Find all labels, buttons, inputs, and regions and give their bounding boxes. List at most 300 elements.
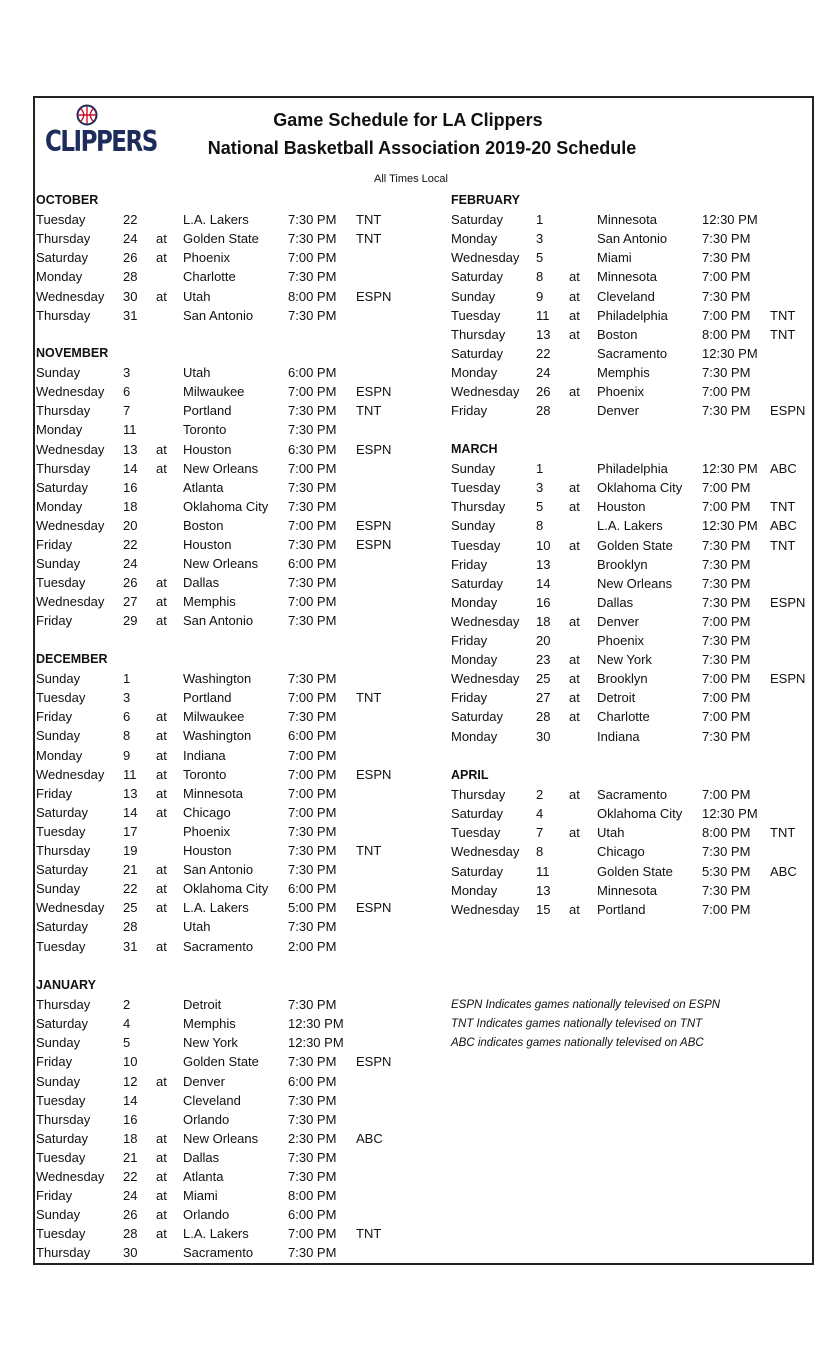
game-opp: New Orleans	[183, 460, 259, 476]
game-date: 13	[123, 441, 138, 457]
game-time: 12:30 PM	[702, 806, 758, 822]
game-date: 13	[536, 326, 551, 342]
game-at: at	[156, 747, 167, 763]
game-tv: ESPN	[356, 1054, 392, 1070]
game-time: 7:30 PM	[288, 1092, 337, 1108]
game-at: at	[569, 709, 580, 725]
game-day: Thursday	[36, 307, 91, 323]
game-at: at	[569, 307, 580, 323]
game-time: 7:30 PM	[702, 633, 751, 648]
game-opp: San Antonio	[183, 613, 254, 629]
game-date: 22	[536, 345, 551, 361]
game-date: 31	[123, 307, 138, 323]
game-opp: Charlotte	[597, 709, 650, 725]
game-date: 1	[536, 461, 544, 477]
game-at: at	[156, 1207, 167, 1223]
game-at: at	[156, 900, 167, 916]
game-opp: Orlando	[183, 1207, 230, 1223]
game-time: 7:30 PM	[702, 250, 751, 266]
game-day: Wednesday	[36, 900, 105, 916]
game-tv: TNT	[356, 403, 382, 419]
month-header-november: NOVEMBER	[36, 346, 109, 360]
game-opp: L.A. Lakers	[183, 900, 249, 916]
game-at: at	[156, 1169, 167, 1184]
game-opp: Brooklyn	[597, 556, 648, 572]
game-date: 26	[123, 575, 138, 591]
game-time: 7:30 PM	[288, 307, 337, 323]
game-opp: Chicago	[183, 804, 231, 820]
game-date: 11	[536, 863, 550, 879]
game-time: 7:30 PM	[288, 1169, 337, 1184]
page-title: Game Schedule for LA Clippers	[273, 110, 543, 130]
game-time: 12:30 PM	[288, 1035, 344, 1051]
game-at: at	[156, 804, 167, 820]
game-opp: Dallas	[183, 575, 220, 591]
game-time: 7:00 PM	[702, 499, 751, 515]
month-header-january: JANUARY	[36, 978, 96, 992]
game-time: 7:00 PM	[288, 250, 337, 266]
game-time: 7:00 PM	[288, 747, 337, 763]
game-date: 12	[123, 1073, 138, 1089]
game-date: 30	[123, 1245, 138, 1261]
game-day: Monday	[451, 594, 498, 610]
game-opp: Houston	[183, 537, 232, 552]
game-day: Saturday	[36, 919, 89, 935]
game-at: at	[156, 1188, 167, 1204]
game-day: Saturday	[451, 709, 504, 725]
game-date: 28	[123, 919, 138, 935]
game-day: Sunday	[451, 288, 496, 304]
game-time: 7:30 PM	[288, 843, 337, 858]
game-date: 5	[123, 1035, 131, 1051]
game-date: 28	[123, 269, 138, 285]
game-at: at	[569, 825, 580, 841]
game-time: 7:30 PM	[288, 422, 337, 438]
game-date: 3	[536, 480, 544, 496]
game-date: 6	[123, 384, 131, 400]
game-date: 2	[123, 997, 131, 1013]
game-day: Sunday	[36, 365, 81, 381]
game-time: 7:00 PM	[288, 460, 337, 476]
game-opp: Minnesota	[597, 269, 657, 285]
game-date: 25	[123, 900, 138, 916]
game-time: 6:00 PM	[288, 556, 337, 572]
game-date: 4	[123, 1016, 131, 1032]
game-tv: ESPN	[356, 288, 392, 304]
game-date: 26	[123, 1207, 138, 1223]
game-date: 10	[536, 537, 551, 553]
game-date: 8	[536, 269, 544, 285]
game-time: 7:30 PM	[702, 882, 751, 898]
game-opp: L.A. Lakers	[597, 518, 663, 534]
game-day: Tuesday	[36, 212, 86, 228]
game-day: Friday	[451, 403, 488, 419]
game-date: 11	[536, 307, 550, 323]
game-tv: ESPN	[356, 517, 392, 533]
game-tv: TNT	[770, 307, 796, 323]
game-time: 6:30 PM	[288, 441, 337, 457]
game-date: 8	[536, 518, 544, 534]
game-time: 7:00 PM	[288, 766, 337, 782]
game-day: Friday	[451, 633, 488, 648]
game-time: 12:30 PM	[702, 461, 758, 477]
game-at: at	[156, 709, 167, 725]
game-opp: Philadelphia	[597, 307, 668, 323]
game-date: 30	[123, 288, 138, 304]
game-date: 30	[536, 728, 551, 744]
game-day: Wednesday	[36, 594, 105, 610]
game-tv: ESPN	[356, 384, 392, 400]
game-day: Saturday	[451, 269, 504, 285]
game-opp: Detroit	[183, 997, 222, 1013]
game-day: Tuesday	[36, 1092, 86, 1108]
game-time: 7:00 PM	[702, 269, 751, 285]
game-time: 5:00 PM	[288, 900, 337, 916]
game-day: Wednesday	[36, 384, 105, 400]
clippers-logo	[45, 104, 157, 162]
game-opp: New York	[597, 652, 652, 668]
game-date: 1	[536, 212, 544, 228]
game-date: 19	[123, 843, 138, 858]
game-day: Thursday	[36, 997, 91, 1013]
game-day: Wednesday	[36, 517, 105, 533]
game-day: Friday	[36, 1188, 73, 1204]
game-opp: Indiana	[597, 728, 640, 744]
game-tv: ESPN	[770, 671, 806, 687]
month-header-february: FEBRUARY	[451, 193, 520, 207]
game-at: at	[156, 594, 167, 610]
game-at: at	[156, 1130, 167, 1146]
game-time: 2:30 PM	[288, 1130, 337, 1146]
game-opp: San Antonio	[183, 307, 254, 323]
game-time: 7:00 PM	[702, 787, 751, 803]
game-time: 6:00 PM	[288, 881, 337, 897]
game-day: Tuesday	[36, 1226, 86, 1242]
game-time: 7:30 PM	[288, 709, 337, 725]
game-day: Wednesday	[36, 441, 105, 457]
game-day: Friday	[36, 709, 73, 725]
game-at: at	[156, 231, 167, 247]
game-day: Monday	[36, 498, 83, 514]
game-date: 14	[123, 460, 138, 476]
game-opp: Miami	[597, 250, 632, 266]
game-day: Sunday	[36, 728, 81, 744]
game-day: Tuesday	[36, 1149, 86, 1165]
game-day: Thursday	[36, 231, 91, 247]
game-opp: Orlando	[183, 1111, 230, 1127]
game-day: Tuesday	[451, 480, 501, 496]
game-opp: Houston	[183, 441, 232, 457]
game-time: 8:00 PM	[288, 1188, 337, 1204]
game-day: Sunday	[36, 556, 81, 572]
month-header-march: MARCH	[451, 442, 498, 456]
game-opp: Oklahoma City	[597, 480, 683, 496]
game-opp: Toronto	[183, 422, 227, 438]
game-time: 12:30 PM	[702, 518, 758, 534]
game-opp: Phoenix	[183, 250, 230, 266]
game-day: Thursday	[36, 1245, 91, 1261]
game-date: 9	[123, 747, 131, 763]
game-time: 6:00 PM	[288, 728, 337, 744]
game-date: 16	[123, 479, 138, 495]
game-opp: New York	[183, 1035, 238, 1051]
game-at: at	[569, 499, 580, 515]
game-time: 5:30 PM	[702, 863, 751, 879]
game-time: 7:00 PM	[702, 709, 751, 725]
game-time: 7:00 PM	[702, 384, 751, 399]
game-date: 27	[536, 690, 551, 706]
game-at: at	[156, 460, 167, 476]
game-day: Monday	[451, 728, 498, 744]
game-date: 28	[536, 709, 551, 725]
game-date: 21	[123, 1149, 138, 1165]
game-opp: Washington	[183, 728, 252, 744]
game-time: 7:30 PM	[288, 269, 337, 285]
game-opp: Washington	[183, 671, 252, 687]
game-opp: Memphis	[597, 364, 650, 380]
game-time: 7:30 PM	[288, 403, 337, 419]
game-day: Wednesday	[36, 766, 105, 782]
game-date: 24	[123, 556, 138, 572]
game-opp: Minnesota	[597, 882, 657, 898]
game-tv: ABC	[770, 518, 797, 534]
game-day: Saturday	[451, 863, 504, 879]
game-day: Saturday	[36, 862, 89, 878]
game-time: 7:00 PM	[288, 1226, 337, 1242]
game-opp: Phoenix	[597, 633, 644, 648]
game-day: Tuesday	[36, 690, 86, 706]
game-date: 4	[536, 806, 544, 822]
game-opp: Atlanta	[183, 1169, 224, 1184]
game-day: Sunday	[36, 1207, 81, 1223]
game-day: Friday	[36, 613, 73, 629]
game-date: 13	[536, 556, 551, 572]
game-opp: Cleveland	[183, 1092, 241, 1108]
game-day: Friday	[36, 785, 73, 801]
game-opp: Sacramento	[183, 1245, 254, 1261]
month-header-october: OCTOBER	[36, 193, 99, 207]
game-time: 7:30 PM	[288, 997, 337, 1013]
game-day: Wednesday	[451, 671, 520, 687]
game-date: 5	[536, 250, 544, 266]
game-date: 21	[123, 862, 138, 878]
game-opp: Boston	[183, 517, 224, 533]
game-opp: Sacramento	[183, 938, 254, 954]
game-tv: ESPN	[356, 766, 392, 782]
game-day: Sunday	[451, 461, 496, 477]
month-header-april: APRIL	[451, 768, 489, 782]
game-day: Tuesday	[451, 307, 501, 323]
game-date: 2	[536, 787, 544, 803]
game-at: at	[156, 1149, 167, 1165]
game-date: 26	[123, 250, 138, 266]
game-date: 25	[536, 671, 551, 687]
game-tv: TNT	[356, 690, 382, 706]
game-opp: Boston	[597, 326, 638, 342]
game-opp: Phoenix	[183, 823, 230, 839]
game-day: Monday	[451, 652, 498, 668]
game-opp: Dallas	[183, 1149, 220, 1165]
game-opp: Denver	[597, 403, 639, 419]
game-opp: Denver	[597, 613, 639, 629]
game-at: at	[569, 787, 580, 803]
game-day: Sunday	[36, 1073, 81, 1089]
game-time: 7:30 PM	[702, 231, 751, 247]
game-time: 7:00 PM	[702, 690, 751, 706]
game-day: Saturday	[36, 1130, 89, 1146]
game-at: at	[156, 881, 167, 897]
game-time: 7:30 PM	[288, 231, 337, 247]
game-date: 29	[123, 613, 138, 629]
game-time: 7:30 PM	[702, 594, 751, 610]
game-date: 14	[123, 1092, 138, 1108]
game-date: 18	[123, 498, 138, 514]
game-date: 3	[123, 365, 131, 381]
schedule-frame	[33, 96, 814, 1265]
game-day: Friday	[451, 556, 488, 572]
game-opp: Oklahoma City	[183, 498, 269, 514]
game-day: Saturday	[451, 212, 504, 228]
game-time: 7:30 PM	[288, 212, 337, 228]
game-date: 18	[123, 1130, 138, 1146]
game-time: 6:00 PM	[288, 1207, 337, 1223]
game-date: 8	[123, 728, 131, 744]
game-time: 7:00 PM	[288, 804, 337, 820]
game-opp: Indiana	[183, 747, 226, 763]
game-time: 7:00 PM	[288, 384, 337, 400]
basketball-icon	[76, 104, 98, 126]
game-at: at	[156, 250, 167, 266]
game-opp: Minnesota	[597, 212, 657, 228]
game-tv: ABC	[770, 863, 797, 879]
game-date: 6	[123, 709, 131, 725]
game-opp: Memphis	[183, 594, 236, 610]
game-day: Wednesday	[451, 901, 520, 917]
game-opp: Detroit	[597, 690, 636, 706]
game-time: 7:30 PM	[702, 652, 751, 668]
game-time: 8:00 PM	[702, 326, 751, 342]
game-at: at	[156, 1073, 167, 1089]
game-tv: ESPN	[356, 537, 392, 552]
game-date: 15	[536, 901, 551, 917]
game-opp: New Orleans	[597, 575, 673, 591]
game-day: Tuesday	[451, 825, 501, 841]
game-date: 3	[123, 690, 131, 706]
game-date: 8	[536, 844, 544, 860]
game-opp: Utah	[597, 825, 625, 841]
game-opp: Oklahoma City	[183, 881, 269, 897]
game-opp: Sacramento	[597, 345, 668, 361]
game-time: 12:30 PM	[702, 212, 758, 228]
game-day: Saturday	[451, 806, 504, 822]
game-day: Sunday	[36, 671, 81, 687]
game-time: 12:30 PM	[288, 1016, 344, 1032]
game-date: 22	[123, 212, 138, 228]
game-date: 11	[123, 422, 137, 438]
game-date: 22	[123, 1169, 138, 1184]
game-opp: San Antonio	[183, 862, 254, 878]
game-time: 7:30 PM	[288, 1054, 337, 1070]
logo-wordmark: CLIPPERS	[45, 126, 157, 159]
game-day: Sunday	[451, 518, 496, 534]
game-date: 22	[123, 537, 138, 552]
game-date: 22	[123, 881, 138, 897]
game-day: Monday	[36, 422, 83, 438]
game-day: Monday	[451, 231, 498, 247]
game-time: 7:30 PM	[288, 1149, 337, 1165]
game-time: 7:00 PM	[702, 671, 751, 687]
game-date: 24	[536, 364, 551, 380]
game-opp: Minnesota	[183, 785, 243, 801]
game-opp: Denver	[183, 1073, 225, 1089]
game-opp: L.A. Lakers	[183, 212, 249, 228]
game-time: 7:00 PM	[288, 690, 337, 706]
game-time: 7:30 PM	[702, 288, 751, 304]
game-day: Tuesday	[36, 575, 86, 591]
game-date: 28	[536, 403, 551, 419]
legend-espn: ESPN Indicates games nationally televised on ESPN	[451, 999, 721, 1011]
legend-abc: ABC indicates games nationally televised on ABC	[451, 1037, 704, 1049]
game-opp: Philadelphia	[597, 461, 668, 477]
game-tv: ESPN	[770, 403, 806, 419]
game-date: 28	[123, 1226, 138, 1242]
game-date: 16	[536, 594, 551, 610]
game-time: 7:30 PM	[288, 613, 337, 629]
game-day: Thursday	[451, 326, 506, 342]
game-day: Saturday	[36, 1016, 89, 1032]
game-day: Saturday	[451, 345, 504, 361]
game-at: at	[569, 613, 580, 629]
game-time: 7:00 PM	[702, 901, 751, 917]
game-opp: Dallas	[597, 594, 634, 610]
game-date: 27	[123, 594, 138, 610]
game-time: 7:30 PM	[288, 919, 337, 935]
game-opp: Memphis	[183, 1016, 236, 1032]
game-at: at	[156, 441, 167, 457]
game-time: 8:00 PM	[702, 825, 751, 841]
game-tv: TNT	[770, 499, 796, 515]
game-time: 7:30 PM	[288, 479, 337, 495]
game-time: 7:30 PM	[288, 537, 337, 552]
game-date: 18	[536, 613, 551, 629]
game-time: 7:00 PM	[702, 480, 751, 496]
game-opp: Portland	[597, 901, 646, 917]
game-day: Thursday	[36, 403, 91, 419]
game-time: 7:30 PM	[702, 844, 751, 860]
game-day: Friday	[451, 690, 488, 706]
game-day: Wednesday	[451, 613, 520, 629]
game-opp: Cleveland	[597, 288, 655, 304]
game-date: 16	[123, 1111, 138, 1127]
game-opp: Atlanta	[183, 479, 224, 495]
game-day: Saturday	[36, 250, 89, 266]
game-day: Monday	[451, 882, 498, 898]
game-time: 6:00 PM	[288, 1073, 337, 1089]
game-opp: Golden State	[183, 1054, 259, 1070]
game-day: Thursday	[36, 843, 91, 858]
game-opp: Golden State	[597, 863, 673, 879]
game-time: 12:30 PM	[702, 345, 758, 361]
game-date: 24	[123, 231, 138, 247]
game-tv: TNT	[770, 326, 796, 342]
game-opp: Brooklyn	[597, 671, 648, 687]
game-tv: TNT	[356, 843, 382, 858]
game-date: 5	[536, 499, 544, 515]
game-day: Thursday	[451, 499, 506, 515]
game-at: at	[569, 326, 580, 342]
game-time: 7:00 PM	[288, 517, 337, 533]
game-day: Friday	[36, 537, 73, 552]
